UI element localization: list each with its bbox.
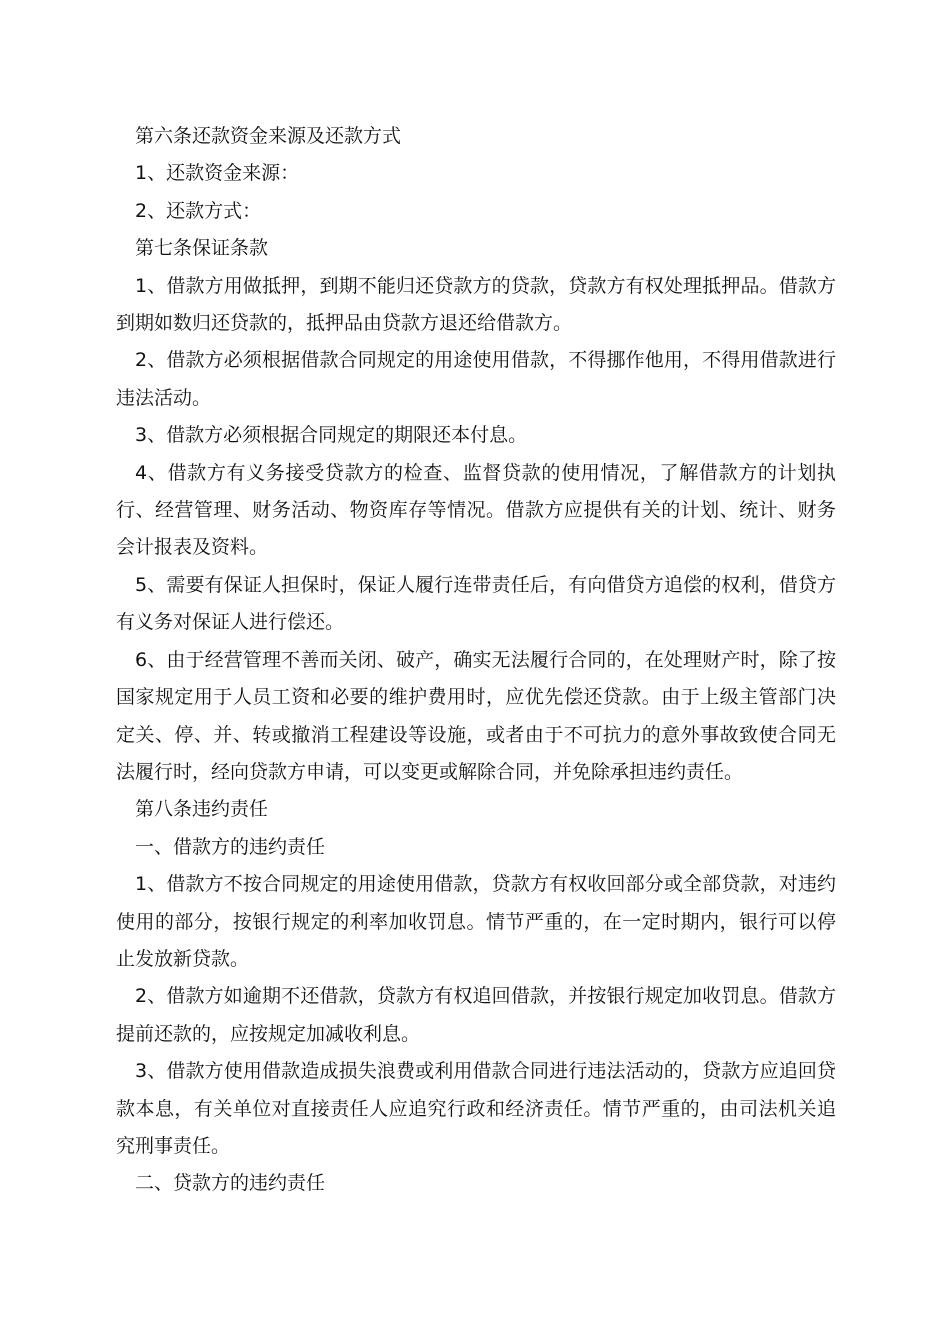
article-7-item-3: 3、借款方必须根据合同规定的期限还本付息。 bbox=[135, 424, 528, 447]
article-7-item-2: 2、借款方必须根据借款合同规定的用途使用借款，不得挪作他用，不得用借款进行违法活动。 bbox=[116, 349, 836, 409]
article-7-heading: 第七条保证条款 bbox=[135, 237, 269, 260]
document-body bbox=[116, 118, 836, 1203]
article-6-item-2: 2、还款方式： bbox=[135, 199, 262, 222]
article-7-item-4: 4、借款方有义务接受贷款方的检查、监督贷款的使用情况，了解借款方的计划执行、经营管理、财务活动、物资库存等情况。借款方应提供有关的计划、统计、财务会计报表及资料。 bbox=[116, 461, 836, 559]
lender-liability-heading: 二、贷款方的违约责任 bbox=[135, 1172, 326, 1195]
article-7-item-1: 1、借款方用做抵押，到期不能归还贷款方的贷款，贷款方有权处理抵押品。借款方到期如数归还贷款的，抵押品由贷款方退还给借款方。 bbox=[116, 274, 836, 335]
article-7-item-6: 6、由于经营管理不善而关闭、破产，确实无法履行合同的，在处理财产时，除了按国家规定用于人员工资和必要的维护费用时，应优先偿还贷款。由于上级主管部门决定关、停、并、转或撤消工程建设等设施，或者由于不可抗力的意外事故致使合同无法履行时，经向贷款方申请，可以变更或解除合同，并免除承担违约责任。 bbox=[116, 648, 836, 783]
borrower-liability-heading: 一、借款方的违约责任 bbox=[135, 835, 326, 858]
article-8-heading: 第八条违约责任 bbox=[135, 798, 269, 821]
article-7-item-5: 5、需要有保证人担保时，保证人履行连带责任后，有向借贷方追偿的权利，借贷方有义务对保证人进行偿还。 bbox=[116, 573, 836, 634]
article-6-item-1: 1、还款资金来源： bbox=[135, 162, 300, 185]
borrower-liability-item-3: 3、借款方使用借款造成损失浪费或利用借款合同进行违法活动的，贷款方应追回贷款本息，有关单位对直接责任人应追究行政和经济责任。情节严重的，由司法机关追究刑事责任。 bbox=[116, 1060, 836, 1157]
article-6-heading: 第六条还款资金来源及还款方式 bbox=[135, 125, 402, 147]
borrower-liability-item-2: 2、借款方如逾期不还借款，贷款方有权追回借款，并按银行规定加收罚息。借款方提前还款的，应按规定加减收利息。 bbox=[116, 985, 836, 1045]
borrower-liability-item-1: 1、借款方不按合同规定的用途使用借款，贷款方有权收回部分或全部贷款，对违约使用的部分，按银行规定的利率加收罚息。情节严重的，在一定时期内，银行可以停止发放新贷款。 bbox=[116, 873, 836, 970]
